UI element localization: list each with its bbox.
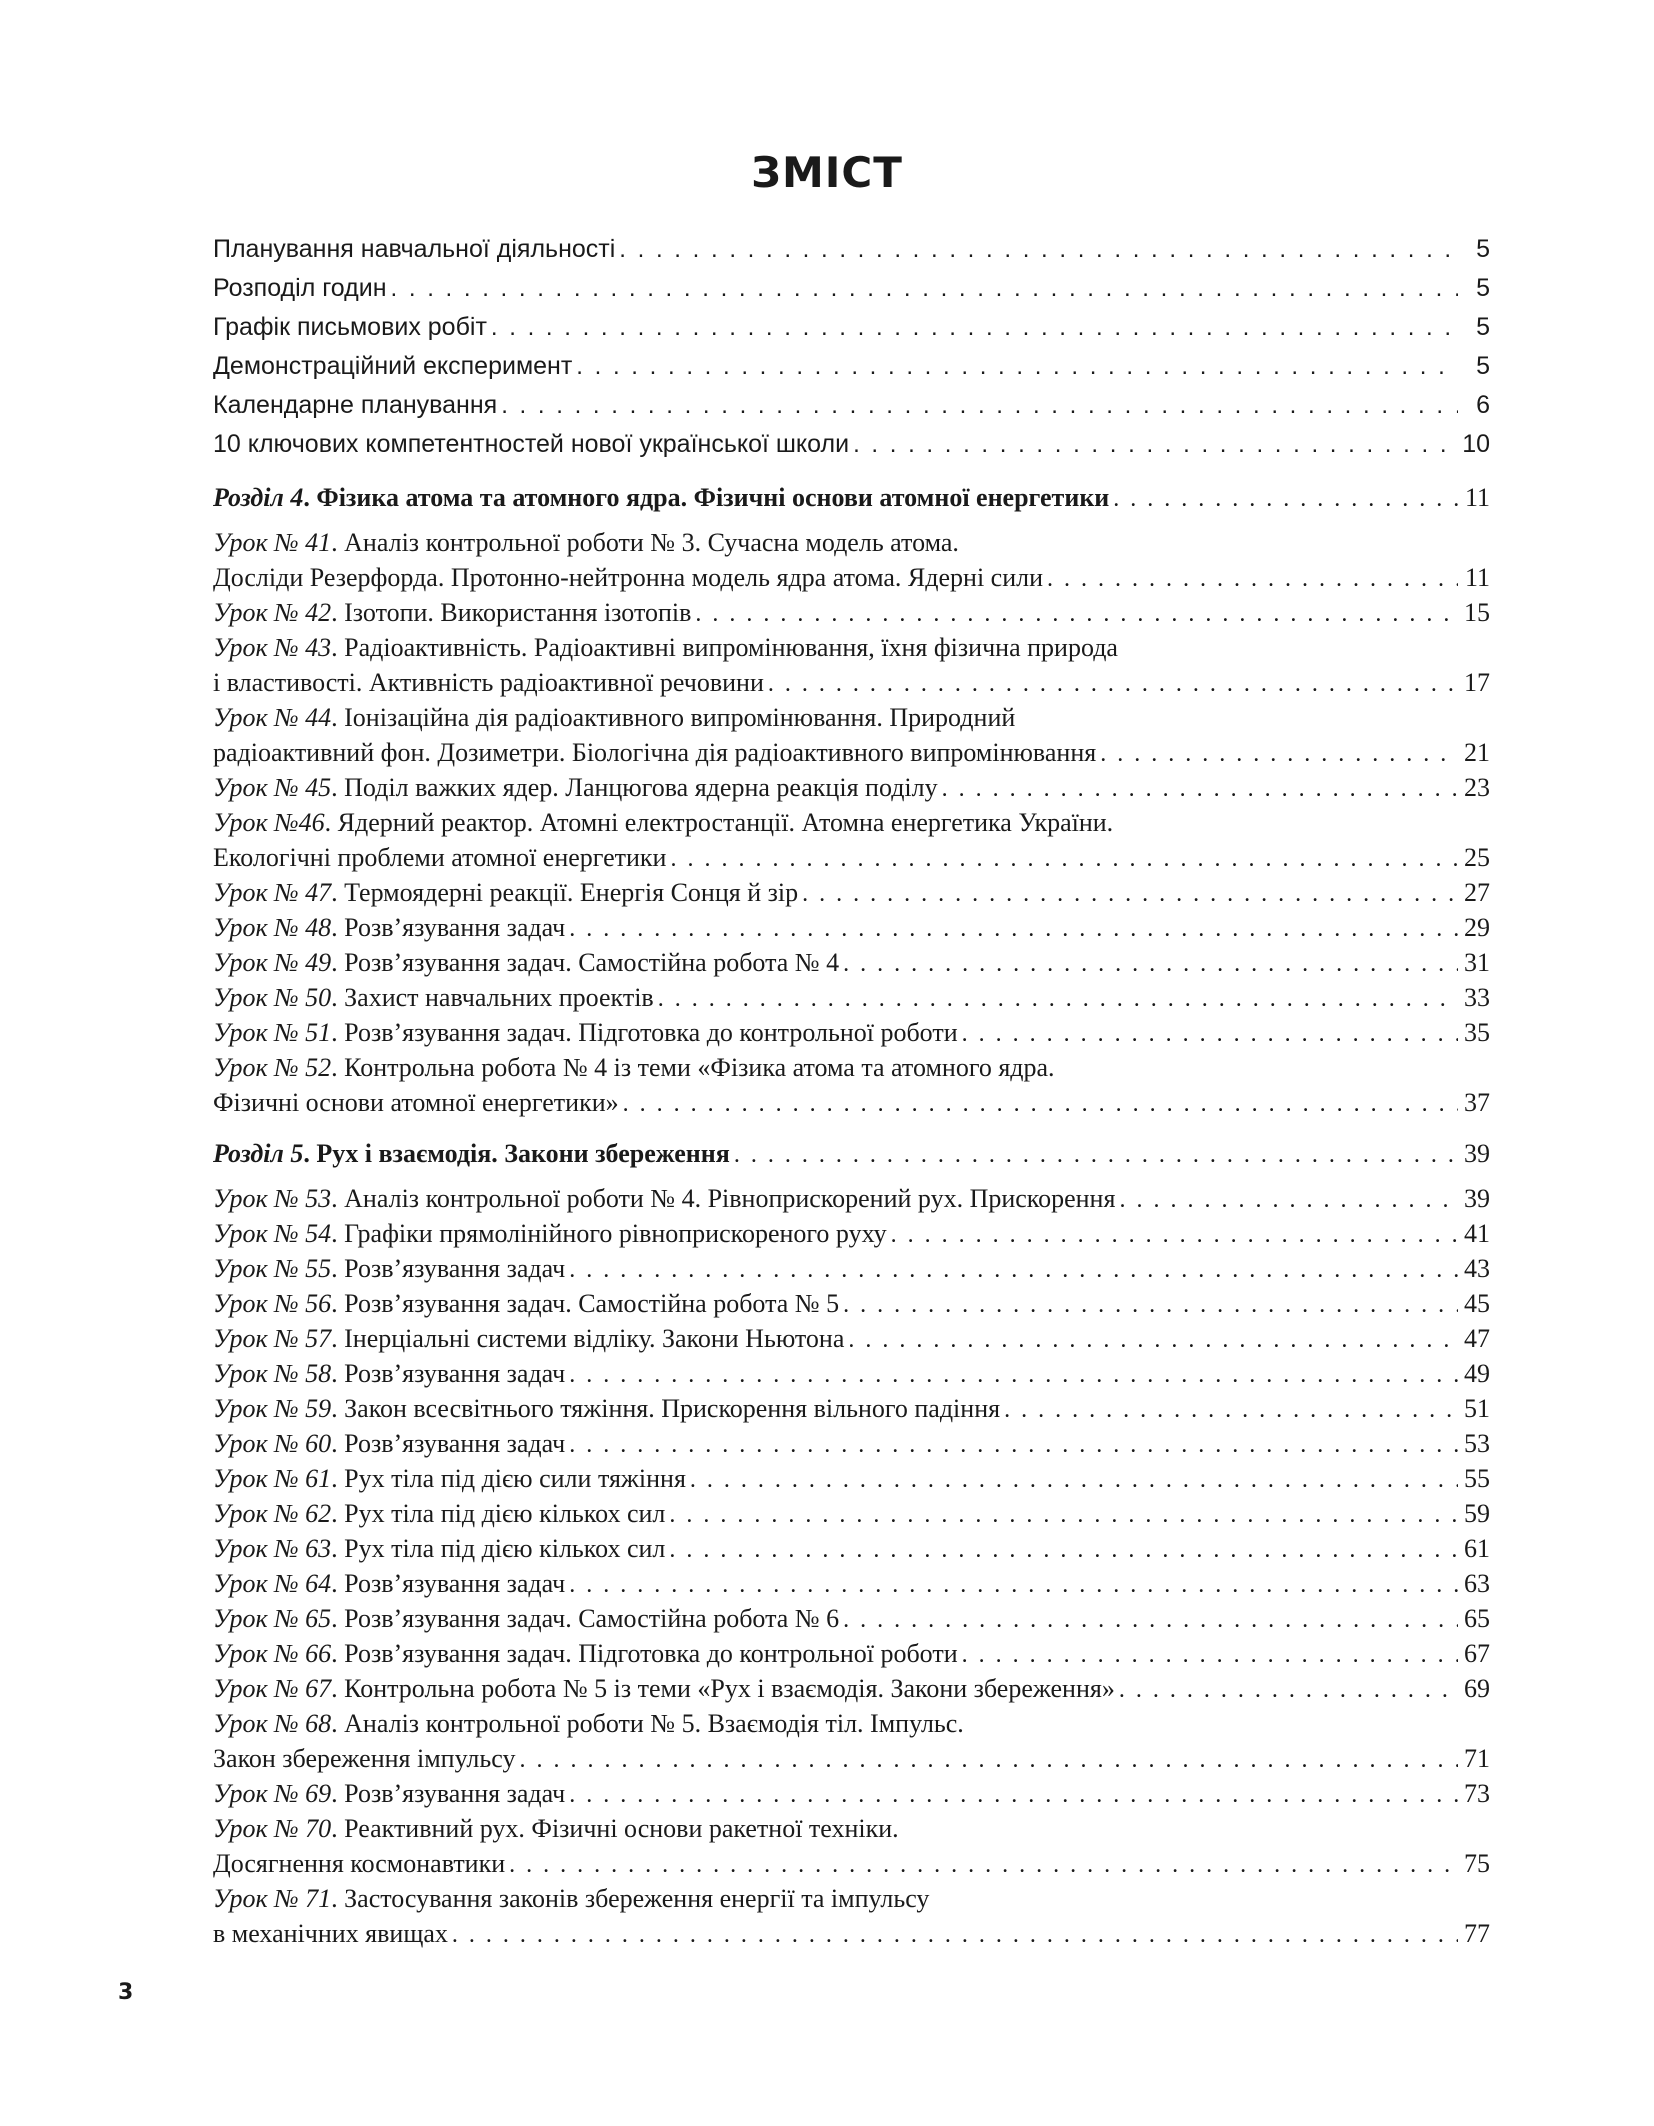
lesson-title: . Радіоактивність. Радіоактивні випромінювання, їхня фізична природа <box>331 633 1118 662</box>
lesson-line <box>213 1706 1490 1741</box>
lesson-page: 39 <box>1464 1184 1490 1213</box>
lesson-text <box>213 1814 899 1843</box>
lesson-entry <box>213 1251 1490 1286</box>
section-label: Розділ 4 <box>213 483 304 512</box>
dot-leader <box>519 1743 1458 1776</box>
lesson-text <box>213 1286 839 1321</box>
intro-entries <box>213 230 1490 464</box>
lesson-title: Фізичні основи атомної енергетики» <box>213 1088 619 1117</box>
section-4 <box>213 480 1490 1120</box>
lesson-title: Екологічні проблеми атомної енергетики <box>213 843 667 872</box>
toc-entry <box>213 386 1490 425</box>
dot-leader <box>569 1253 1458 1286</box>
lesson-title: радіоактивний фон. Дозиметри. Біологічна дія радіоактивного випромінювання <box>213 738 1097 767</box>
lesson-entry <box>213 1461 1490 1496</box>
lesson-text <box>213 945 839 980</box>
dot-leader <box>891 1218 1458 1251</box>
lesson-entry <box>213 1286 1490 1321</box>
dot-leader <box>962 1017 1458 1050</box>
lesson-title: . Розв’язування задач. Самостійна робота № 4 <box>331 948 840 977</box>
lesson-line <box>213 700 1490 735</box>
lesson-line <box>213 1566 1490 1601</box>
lesson-line <box>213 1496 1490 1531</box>
lesson-label: Урок № 60 <box>213 1429 332 1458</box>
lesson-title: . Розв’язування задач <box>331 1254 566 1283</box>
lesson-label: Урок № 53 <box>213 1184 332 1213</box>
lesson-label: Урок № 70 <box>213 1814 332 1843</box>
lesson-page: 53 <box>1464 1429 1490 1458</box>
dot-leader <box>843 1603 1458 1636</box>
dot-leader <box>576 347 1458 386</box>
lesson-line <box>213 770 1490 805</box>
lesson-text <box>213 1671 1115 1706</box>
lesson-entry <box>213 1321 1490 1356</box>
lesson-line <box>213 1181 1490 1216</box>
lesson-line <box>213 595 1490 630</box>
dot-leader <box>619 230 1458 269</box>
dot-leader <box>569 912 1458 945</box>
dot-leader <box>569 1778 1458 1811</box>
lesson-text <box>213 528 959 557</box>
lesson-line <box>213 1811 1490 1846</box>
lesson-title: . Розв’язування задач <box>331 913 566 942</box>
lesson-label: Урок № 50 <box>213 983 332 1012</box>
lesson-label: Урок № 66 <box>213 1639 332 1668</box>
lesson-title: . Розв’язування задач <box>331 1779 566 1808</box>
lesson-entry <box>213 1181 1490 1216</box>
dot-leader <box>569 1428 1458 1461</box>
lesson-text <box>213 1461 686 1496</box>
lesson-title: в механічних явищах <box>213 1919 448 1948</box>
toc-entry-title: Розподіл годин <box>213 274 387 302</box>
lesson-line <box>213 1531 1490 1566</box>
lesson-text <box>213 1216 887 1251</box>
lesson-page: 43 <box>1464 1254 1490 1283</box>
toc-entry <box>213 269 1490 308</box>
lesson-entry <box>213 630 1490 700</box>
lesson-text <box>213 1916 448 1951</box>
lesson-title: . Розв’язування задач <box>331 1429 566 1458</box>
section-title: . Фізика атома та атомного ядра. Фізичні основи атомної енергетики <box>303 483 1110 512</box>
lesson-text <box>213 1709 964 1738</box>
lesson-text <box>213 770 938 805</box>
lesson-entry <box>213 1426 1490 1461</box>
lesson-text <box>213 1426 565 1461</box>
lesson-entry <box>213 1531 1490 1566</box>
lesson-title: . Ізотопи. Використання ізотопів <box>331 598 692 627</box>
lesson-line <box>213 1050 1490 1085</box>
toc-entry-page: 5 <box>1476 274 1490 302</box>
lesson-text <box>213 665 764 700</box>
lesson-line <box>213 1356 1490 1391</box>
toc-entry-page: 10 <box>1462 430 1490 458</box>
dot-leader <box>501 386 1458 425</box>
lesson-entry <box>213 1050 1490 1120</box>
lesson-line <box>213 1776 1490 1811</box>
lesson-text <box>213 1251 565 1286</box>
lesson-page: 55 <box>1464 1464 1490 1493</box>
section-page: 39 <box>1464 1139 1490 1168</box>
lesson-label: Урок № 62 <box>213 1499 332 1528</box>
lesson-title: Закон збереження імпульсу <box>213 1744 516 1773</box>
dot-leader <box>1100 737 1458 770</box>
lesson-label: Урок № 56 <box>213 1289 332 1318</box>
section-title: . Рух і взаємодія. Закони збереження <box>303 1139 730 1168</box>
section-heading <box>213 480 1490 515</box>
lesson-page: 27 <box>1464 878 1490 907</box>
lesson-page: 75 <box>1464 1849 1490 1878</box>
lesson-text <box>213 1321 844 1356</box>
lesson-line <box>213 665 1490 700</box>
lesson-entry <box>213 1636 1490 1671</box>
lesson-title: і властивості. Активність радіоактивної речовини <box>213 668 764 697</box>
lesson-text <box>213 1776 565 1811</box>
toc-entry <box>213 347 1490 386</box>
lesson-line <box>213 525 1490 560</box>
lesson-label: Урок № 44 <box>213 703 332 732</box>
lesson-line <box>213 1085 1490 1120</box>
dot-leader <box>843 1288 1458 1321</box>
lesson-page: 61 <box>1464 1534 1490 1563</box>
lesson-entry <box>213 1356 1490 1391</box>
lesson-title: . Контрольна робота № 5 із теми «Рух і взаємодія. Закони збереження» <box>331 1674 1115 1703</box>
lesson-label: Урок № 64 <box>213 1569 332 1598</box>
lesson-line <box>213 1741 1490 1776</box>
lesson-title: Досліди Резерфорда. Протонно-нейтронна модель ядра атома. Ядерні сили <box>213 563 1044 592</box>
lesson-page: 31 <box>1464 948 1490 977</box>
dot-leader <box>962 1638 1458 1671</box>
lesson-label: Урок № 67 <box>213 1674 332 1703</box>
lesson-title: . Аналіз контрольної роботи № 3. Сучасна модель атома. <box>331 528 959 557</box>
lesson-page: 77 <box>1464 1919 1490 1948</box>
lesson-label: Урок № 58 <box>213 1359 332 1388</box>
lesson-entry <box>213 525 1490 595</box>
lesson-entry <box>213 1216 1490 1251</box>
lesson-label: Урок № 63 <box>213 1534 332 1563</box>
dot-leader <box>569 1568 1458 1601</box>
lesson-page: 25 <box>1464 843 1490 872</box>
lesson-title: . Поділ важких ядер. Ланцюгова ядерна реакція поділу <box>331 773 938 802</box>
lesson-entry <box>213 980 1490 1015</box>
lesson-page: 73 <box>1464 1779 1490 1808</box>
lesson-page: 47 <box>1464 1324 1490 1353</box>
lesson-text <box>213 1601 839 1636</box>
lesson-page: 49 <box>1464 1359 1490 1388</box>
lesson-entry <box>213 1496 1490 1531</box>
section-heading <box>213 1136 1490 1171</box>
lesson-label: Урок № 51 <box>213 1018 332 1047</box>
lesson-entry <box>213 910 1490 945</box>
lesson-text <box>213 1636 958 1671</box>
lesson-line <box>213 805 1490 840</box>
lesson-title: . Розв’язування задач. Підготовка до контрольної роботи <box>331 1639 958 1668</box>
section-label-bold <box>213 1139 303 1168</box>
section-label-bold <box>213 483 303 512</box>
table-of-contents <box>213 230 1490 1951</box>
lesson-title: . Застосування законів збереження енергії та імпульсу <box>331 1884 930 1913</box>
lesson-label: Урок № 45 <box>213 773 332 802</box>
lesson-text <box>213 633 1118 662</box>
lesson-text <box>213 1496 665 1531</box>
lesson-text <box>213 595 691 630</box>
lesson-page: 15 <box>1464 598 1490 627</box>
dot-leader <box>1119 1673 1458 1706</box>
dot-leader <box>853 425 1458 464</box>
toc-entry-page: 6 <box>1476 391 1490 419</box>
lesson-line <box>213 735 1490 770</box>
lesson-title: . Аналіз контрольної роботи № 4. Рівноприскорений рух. Прискорення <box>331 1184 1116 1213</box>
lesson-title: . Реактивний рух. Фізичні основи ракетної техніки. <box>331 1814 899 1843</box>
dot-leader <box>690 1463 1458 1496</box>
toc-entry-title: Планування навчальної діяльності <box>213 235 616 263</box>
lesson-line <box>213 1321 1490 1356</box>
lesson-label: Урок № 71 <box>213 1884 332 1913</box>
lesson-page: 23 <box>1464 773 1490 802</box>
lesson-text <box>213 703 1015 732</box>
lesson-entry <box>213 875 1490 910</box>
toc-entry-page: 5 <box>1476 313 1490 341</box>
lesson-entry <box>213 700 1490 770</box>
lesson-page: 21 <box>1464 738 1490 767</box>
section-5 <box>213 1136 1490 1951</box>
lesson-title: . Розв’язування задач. Підготовка до контрольної роботи <box>331 1018 958 1047</box>
lesson-title: . Рух тіла під дією кількох сил <box>331 1534 666 1563</box>
lesson-text <box>213 1846 505 1881</box>
toc-entry <box>213 425 1490 464</box>
lesson-text <box>213 1053 1055 1082</box>
lesson-title: . Контрольна робота № 4 із теми «Фізика атома та атомного ядра. <box>331 1053 1055 1082</box>
lesson-page: 33 <box>1464 983 1490 1012</box>
lesson-line <box>213 1671 1490 1706</box>
lesson-page: 11 <box>1464 563 1490 592</box>
lesson-label: Урок № 57 <box>213 1324 332 1353</box>
lesson-entry <box>213 1811 1490 1881</box>
lesson-entry <box>213 805 1490 875</box>
lesson-text <box>213 1531 665 1566</box>
lesson-label: Урок № 47 <box>213 878 332 907</box>
lesson-text <box>213 980 654 1015</box>
lesson-entry <box>213 945 1490 980</box>
lesson-text <box>213 1085 619 1120</box>
lesson-page: 35 <box>1464 1018 1490 1047</box>
dot-leader <box>848 1323 1458 1356</box>
lesson-page: 41 <box>1464 1219 1490 1248</box>
lesson-title: Досягнення космонавтики <box>213 1849 506 1878</box>
lesson-line <box>213 1015 1490 1050</box>
toc-entry-title: Графік письмових робіт <box>213 313 487 341</box>
lesson-entry <box>213 1671 1490 1706</box>
lesson-title: . Закон всесвітнього тяжіння. Прискорення вільного падіння <box>331 1394 1001 1423</box>
toc-entry-page: 5 <box>1476 235 1490 263</box>
lesson-label: Урок № 68 <box>213 1709 332 1738</box>
lesson-line <box>213 1426 1490 1461</box>
dot-leader <box>669 1533 1458 1566</box>
lesson-line <box>213 1461 1490 1496</box>
lesson-line <box>213 1216 1490 1251</box>
lesson-label: Урок № 49 <box>213 948 332 977</box>
toc-entry <box>213 230 1490 269</box>
toc-entry-title: 10 ключових компетентностей нової української школи <box>213 430 850 458</box>
dot-leader <box>391 269 1458 308</box>
dot-leader <box>1113 482 1458 515</box>
lesson-text <box>213 1391 1000 1426</box>
lesson-label: Урок № 42 <box>213 598 332 627</box>
toc-entry-title: Демонстраційний експеримент <box>213 352 573 380</box>
lesson-entry <box>213 1776 1490 1811</box>
lesson-page: 71 <box>1464 1744 1490 1773</box>
lesson-title: . Графіки прямолінійного рівноприскореного руху <box>331 1219 887 1248</box>
dot-leader <box>802 877 1458 910</box>
lesson-page: 65 <box>1464 1604 1490 1633</box>
section-heading-text <box>213 480 1109 515</box>
dot-leader <box>623 1087 1458 1120</box>
lesson-entry <box>213 1706 1490 1776</box>
lesson-page: 69 <box>1464 1674 1490 1703</box>
lesson-text <box>213 1015 958 1050</box>
lesson-title: . Захист навчальних проектів <box>331 983 654 1012</box>
lesson-label: Урок № 55 <box>213 1254 332 1283</box>
lesson-title: . Розв’язування задач <box>331 1359 566 1388</box>
dot-leader <box>843 947 1458 980</box>
lesson-line <box>213 1916 1490 1951</box>
lesson-page: 59 <box>1464 1499 1490 1528</box>
lesson-page: 51 <box>1464 1394 1490 1423</box>
lesson-title: . Інерціальні системи відліку. Закони Ньютона <box>331 1324 845 1353</box>
lesson-label: Урок № 54 <box>213 1219 332 1248</box>
section-page: 11 <box>1464 483 1490 512</box>
lesson-line <box>213 1391 1490 1426</box>
dot-leader <box>695 597 1458 630</box>
lesson-text <box>213 1356 565 1391</box>
lesson-page: 67 <box>1464 1639 1490 1668</box>
toc-entry-page: 5 <box>1476 352 1490 380</box>
lesson-label: Урок № 59 <box>213 1394 332 1423</box>
lesson-title: . Рух тіла під дією кількох сил <box>331 1499 666 1528</box>
lesson-text <box>213 560 1043 595</box>
page-number: 3 <box>118 1980 134 2005</box>
lesson-entry <box>213 1015 1490 1050</box>
lesson-title: . Рух тіла під дією сили тяжіння <box>331 1464 686 1493</box>
lesson-line <box>213 1251 1490 1286</box>
dot-leader <box>569 1358 1458 1391</box>
lesson-title: . Розв’язування задач <box>331 1569 566 1598</box>
dot-leader <box>1047 562 1458 595</box>
dot-leader <box>669 1498 1458 1531</box>
lesson-line <box>213 910 1490 945</box>
lesson-label: Урок № 69 <box>213 1779 332 1808</box>
lesson-label: Урок № 65 <box>213 1604 332 1633</box>
lesson-text <box>213 875 798 910</box>
lesson-title: . Розв’язування задач. Самостійна робота № 5 <box>331 1289 840 1318</box>
lesson-title: . Аналіз контрольної роботи № 5. Взаємодія тіл. Імпульс. <box>331 1709 964 1738</box>
lesson-text <box>213 1884 929 1913</box>
lesson-line <box>213 1601 1490 1636</box>
lesson-label: Урок №46 <box>213 808 325 837</box>
lesson-label: Урок № 43 <box>213 633 332 662</box>
lesson-title: . Іонізаційна дія радіоактивного випромінювання. Природний <box>331 703 1016 732</box>
lesson-line <box>213 1881 1490 1916</box>
lesson-line <box>213 840 1490 875</box>
section-label: Розділ 5 <box>213 1139 304 1168</box>
lesson-line <box>213 1636 1490 1671</box>
lesson-page: 17 <box>1464 668 1490 697</box>
dot-leader <box>768 667 1458 700</box>
lesson-text <box>213 1181 1115 1216</box>
lesson-entry <box>213 770 1490 805</box>
dot-leader <box>509 1848 1458 1881</box>
dot-leader <box>734 1138 1458 1171</box>
lesson-page: 29 <box>1464 913 1490 942</box>
lesson-page: 37 <box>1464 1088 1490 1117</box>
lesson-label: Урок № 41 <box>213 528 332 557</box>
page-title: ЗМІСТ <box>751 148 903 197</box>
lesson-entry <box>213 1601 1490 1636</box>
lesson-line <box>213 560 1490 595</box>
lesson-page: 45 <box>1464 1289 1490 1318</box>
toc-entry-title: Календарне планування <box>213 391 498 419</box>
section-heading-text <box>213 1136 730 1171</box>
lesson-page: 63 <box>1464 1569 1490 1598</box>
lesson-entry <box>213 1566 1490 1601</box>
lesson-entry <box>213 1881 1490 1951</box>
lesson-entry <box>213 1391 1490 1426</box>
dot-leader <box>670 842 1458 875</box>
lesson-line <box>213 980 1490 1015</box>
lesson-line <box>213 945 1490 980</box>
lesson-title: . Розв’язування задач. Самостійна робота № 6 <box>331 1604 840 1633</box>
dot-leader <box>491 308 1458 347</box>
lesson-text <box>213 910 565 945</box>
lesson-line <box>213 1286 1490 1321</box>
lesson-text <box>213 840 666 875</box>
lesson-entry <box>213 595 1490 630</box>
dot-leader <box>1004 1393 1458 1426</box>
lesson-text <box>213 1741 515 1776</box>
dot-leader <box>452 1918 1458 1951</box>
toc-entry <box>213 308 1490 347</box>
lesson-label: Урок № 52 <box>213 1053 332 1082</box>
lesson-line <box>213 1846 1490 1881</box>
lesson-line <box>213 875 1490 910</box>
dot-leader <box>658 982 1458 1015</box>
lesson-text <box>213 735 1096 770</box>
lesson-text <box>213 1566 565 1601</box>
lesson-title: . Термоядерні реакції. Енергія Сонця й зір <box>331 878 799 907</box>
lesson-text <box>213 808 1113 837</box>
dot-leader <box>1119 1183 1458 1216</box>
lesson-title: . Ядерний реактор. Атомні електростанції. Атомна енергетика України. <box>324 808 1114 837</box>
lesson-label: Урок № 48 <box>213 913 332 942</box>
lesson-line <box>213 630 1490 665</box>
dot-leader <box>942 772 1458 805</box>
lesson-label: Урок № 61 <box>213 1464 332 1493</box>
